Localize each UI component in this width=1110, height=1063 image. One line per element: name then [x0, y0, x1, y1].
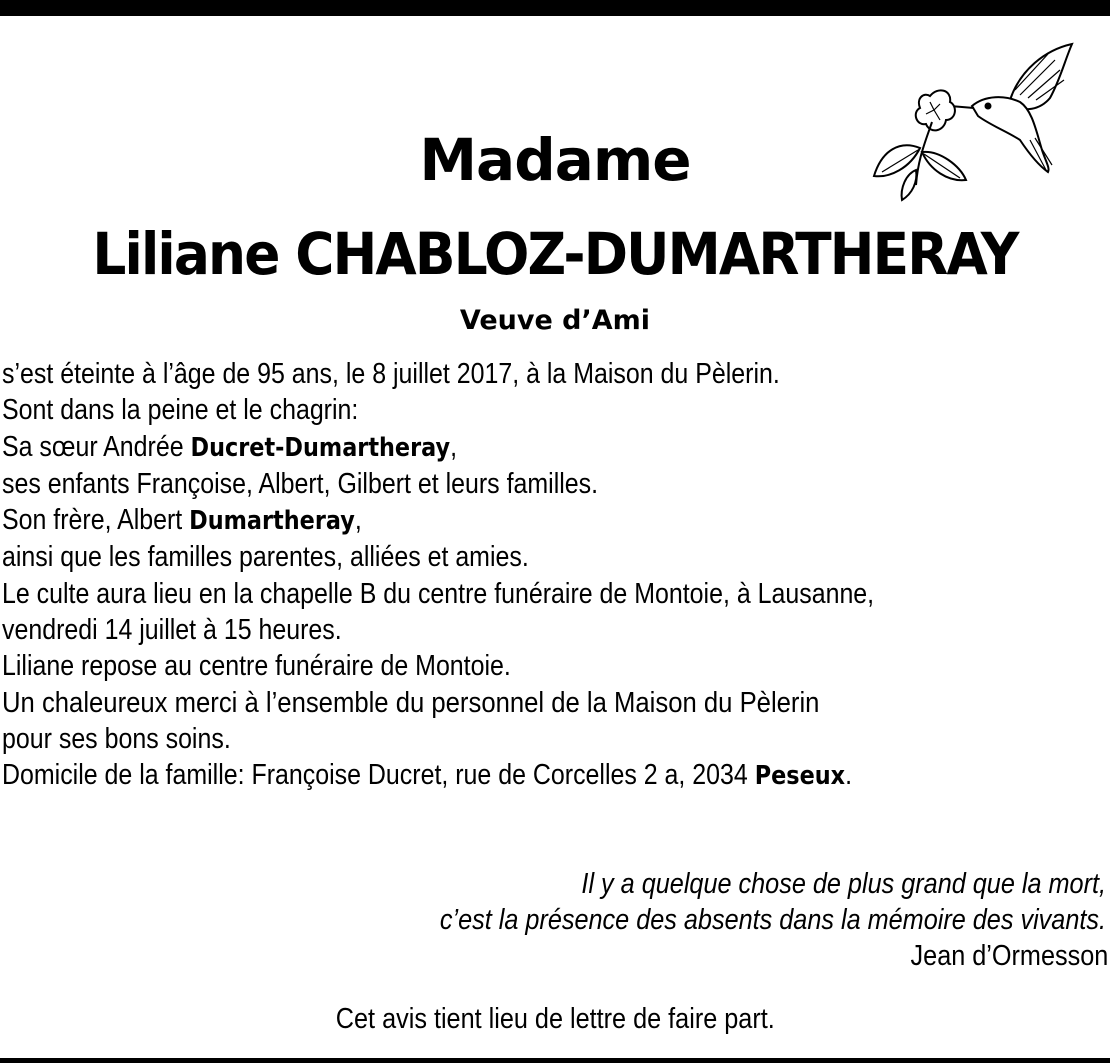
quote-author: Jean d’Ormesson [910, 940, 1108, 972]
body-line-children: ses enfants Françoise, Albert, Gilbert et leurs familles. [2, 467, 599, 500]
closing-note [0, 1001, 1110, 1037]
quote-line-2: c’est la présence des absents dans la mémoire des vivants. [439, 904, 1106, 936]
bottom-border-rule [0, 1058, 1110, 1063]
brother-surname: Dumartheray [189, 506, 355, 537]
subtitle-widow: Veuve d’Ami [459, 305, 651, 336]
deceased-name: Liliane CHABLOZ-DUMARTHERAY [92, 220, 1018, 288]
body-line-thanks-end: pour ses bons soins. [2, 722, 231, 755]
body-line-repose: Liliane repose au centre funéraire de Montoie. [2, 650, 511, 683]
announcement-body [2, 356, 1108, 795]
body-line-brother: Son frère, Albert Dumartheray, [2, 504, 362, 537]
sister-surname: Ducret-Dumartheray [190, 432, 451, 463]
body-line-service: Le culte aura lieu en la chapelle B du centre funéraire de Montoie, à Lausanne, [2, 577, 875, 610]
body-line-sister: Sa sœur Andrée Ducret-Dumartheray, [2, 430, 458, 463]
town-name: Peseux [754, 761, 846, 792]
closing-text: Cet avis tient lieu de lettre de faire part. [335, 1003, 775, 1035]
body-line-service-date: vendredi 14 juillet à 15 heures. [2, 614, 342, 647]
body-line-mourners-intro: Sont dans la peine et le chagrin: [2, 394, 359, 427]
body-line-families: ainsi que les familles parentes, alliées et amies. [2, 541, 529, 574]
memorial-quote [106, 866, 1106, 938]
body-line-address: Domicile de la famille: Françoise Ducret, rue de Corcelles 2 a, 2034 Peseux. [2, 759, 853, 792]
title-madame: Madame [419, 126, 691, 194]
body-line-thanks: Un chaleureux merci à l’ensemble du personnel de la Maison du Pèlerin [2, 686, 820, 719]
quote-line-1: Il y a quelque chose de plus grand que la mort, [581, 868, 1106, 900]
body-line-death: s’est éteinte à l’âge de 95 ans, le 8 juillet 2017, à la Maison du Pèlerin. [2, 358, 780, 390]
top-border-rule [0, 0, 1110, 16]
